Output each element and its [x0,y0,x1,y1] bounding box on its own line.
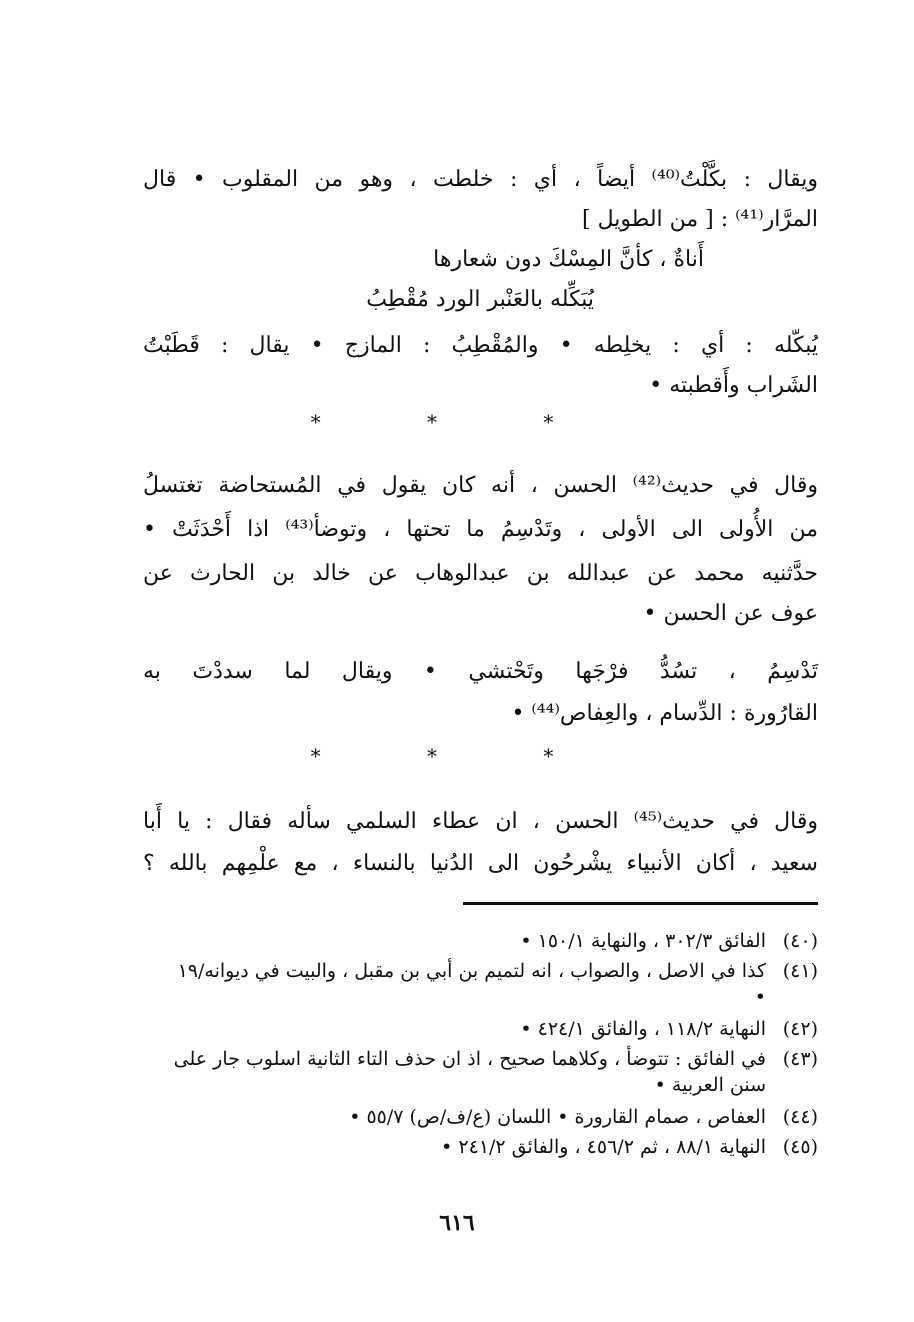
verse-hemistich-2: يُبَكِّله بالعَنْبر الورد مُقْطِبُ [366,287,594,312]
entry1-line1: ويقال : بكَّلْتُ⁽⁴⁰⁾ أيضاً ، أي : خلطت ، وهو من المقلوب • قال [143,167,818,192]
footnote-number: (٤٥) [782,1136,818,1158]
footnote-divider [463,902,818,905]
entry2-line2: من الأُولى الى الأولى ، وتَدْسِمُ ما تحتها ، وتوضأ⁽⁴³⁾ اذا أَحْدَثَتْ • [143,517,818,542]
entry2-line1: وقال في حديث⁽⁴²⁾ الحسن ، أنه كان يقول في المُستحاضة تغتسلُ [143,473,818,498]
section-separator-1: * * * [310,410,604,434]
entry1-line2: المرَّار⁽⁴¹⁾ : [ من الطويل ] [582,207,818,232]
verse-hemistich-1: أَناةٌ ، كأنَّ المِسْكَ دون شعارها [433,247,704,272]
footnote-number: (٤٤) [782,1106,818,1128]
entry2-line3: حدَّثنيه محمد عن عبدالله بن عبدالوهاب عن خالد بن الحارث عن [143,561,818,586]
footnote-text: في الفائق : تتوضأ ، وكلاهما صحيح ، اذ ان حذف التاء الثانية اسلوب جار على سنن العربية • [173,1048,766,1096]
entry3-line1: وقال في حديث⁽⁴⁵⁾ الحسن ، ان عطاء السلمي سأله فقال : يا أَبا [143,809,818,834]
footnote-text: النهاية ١١٨/٢ ، والفائق ٤٢٤/١ • [520,1018,766,1040]
footnote-number: (٤٠) [782,930,818,952]
footnote-text: الفائق ٣٠٢/٣ ، والنهاية ١٥٠/١ • [520,930,766,952]
footnote-number: (٤٢) [782,1018,818,1040]
entry2-line4: عوف عن الحسن • [643,601,818,626]
page-number: ٦١٦ [439,1210,475,1236]
entry1-line4: الشَراب وأَقطبته • [649,373,818,398]
footnote-number: (٤١) [782,960,818,982]
footnote-text: كذا في الاصل ، والصواب ، انه لتميم بن أبي بن مقبل ، والبيت في ديوانه/١٩ • [177,960,766,1008]
footnote-number: (٤٣) [782,1048,818,1070]
entry2-line6: القارُورة : الدِّسام ، والعِفاص⁽⁴⁴⁾ • [511,701,818,726]
footnote-text: العفاص ، صمام القارورة • اللسان (ع/ف/ص) ٥٥/٧ • [349,1106,766,1128]
entry2-line5: تَدْسِمُ ، تسُدُّ فرْجَها وتَحْتشي • ويقال لما سددْتَ به [143,659,818,684]
entry3-line2: سعيد ، أكان الأنبياء يشْرحُون الى الدُنيا بالنساء ، مع علْمِهم بالله ؟ [143,851,818,876]
section-separator-2: * * * [310,744,604,768]
footnote-text: النهاية ٨٨/١ ، ثم ٤٥٦/٢ ، والفائق ٢٤١/٢ • [441,1136,766,1158]
entry1-line3: يُبكّله : أي : يخلِطه • والمُقْطِبُ : المازج • يقال : قَطَبْتُ [143,333,818,358]
